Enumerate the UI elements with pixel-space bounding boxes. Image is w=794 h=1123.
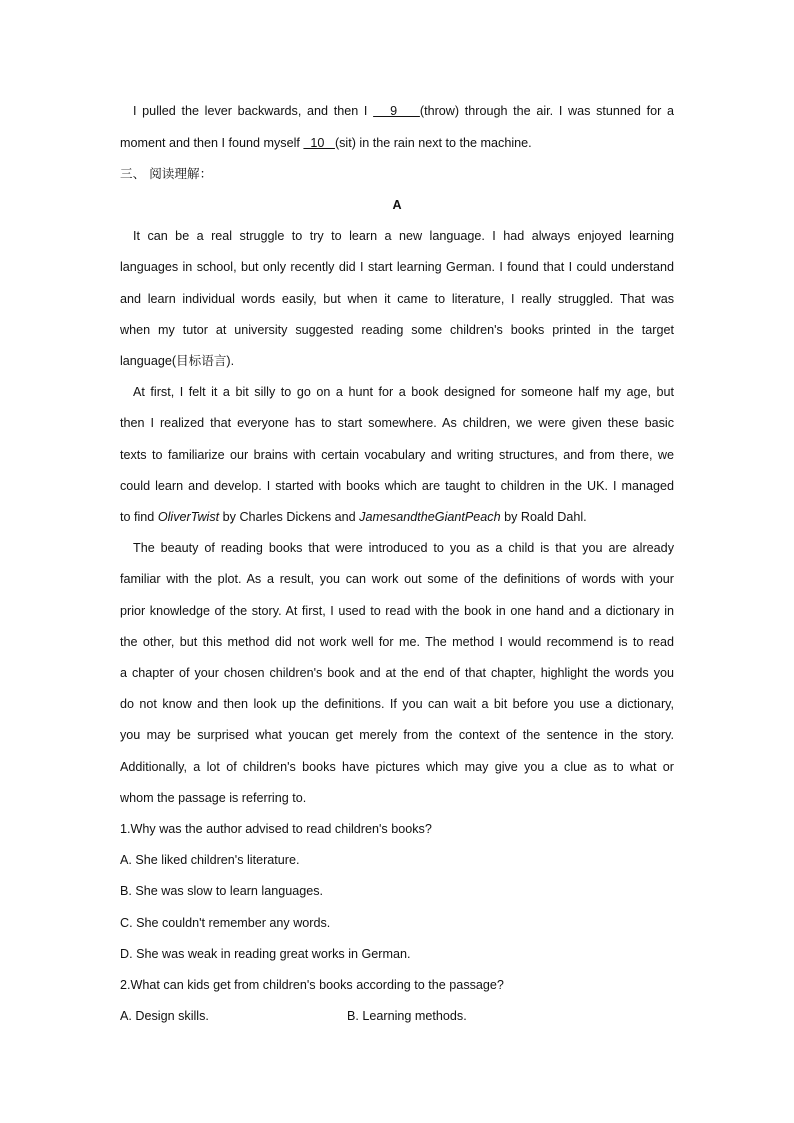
cloze-text: moment and then I found myself	[120, 136, 304, 150]
paragraph-text: by Roald Dahl.	[500, 510, 587, 524]
paragraph-text: by Charles Dickens and	[219, 510, 360, 524]
book-title: JamesandtheGiantPeach	[359, 510, 501, 524]
paragraph-text: ).	[226, 354, 235, 368]
paragraph-1-line: It can be a real struggle to try to learn a new language. I had always enjoyed learning	[133, 229, 674, 243]
option-a: A. Design skills.	[120, 1009, 209, 1023]
option-b: B. Learning methods.	[347, 1009, 467, 1023]
paragraph-3-line: The beauty of reading books that were introduced to you as a child is that you are already	[133, 541, 674, 555]
cloze-line-1	[133, 101, 674, 121]
section-heading: 三、 阅读理解：	[120, 166, 213, 181]
book-title: OliverTwist	[157, 510, 220, 524]
paragraph-2-line: At first, I felt it a bit silly to go on a hunt for a book designed for someone half my age, but	[133, 385, 674, 399]
paragraph-2-line: could learn and develop. I started with books which are taught to children in the UK. I managed	[120, 479, 674, 493]
paragraph-3-line: do not know and then look up the definitions. If you can wait a bit before you use a dictionary,	[120, 697, 674, 711]
paragraph-1-line: when my tutor at university suggested reading some children's books printed in the target	[120, 323, 674, 337]
options-row	[0, 1006, 794, 1026]
blank-9: 9	[373, 104, 420, 118]
question-1: 1.Why was the author advised to read children's books?	[120, 822, 432, 836]
paragraph-3-line: familiar with the plot. As a result, you can work out some of the definitions of words with your	[120, 572, 674, 586]
paragraph-text: language(	[120, 354, 177, 368]
cloze-line-2	[120, 133, 674, 153]
paragraph-1-line: languages in school, but only recently did I start learning German. I found that I could understand	[120, 260, 674, 274]
paragraph-3-line: a chapter of your chosen children's book and at the end of that chapter, highlight the words you	[120, 666, 674, 680]
option-b: B. She was slow to learn languages.	[120, 884, 324, 898]
paragraph-1-line: and learn individual words easily, but when it came to literature, I really struggled. That was	[120, 292, 674, 306]
paragraph-2-line: texts to familiarize our brains with certain vocabulary and writing structures, and from there, we	[120, 448, 674, 462]
question-2: 2.What can kids get from children's books according to the passage?	[120, 978, 504, 992]
paragraph-text: to find	[120, 510, 158, 524]
passage-label: A	[392, 198, 402, 212]
option-a: A. She liked children's literature.	[120, 853, 300, 867]
paragraph-1-last-line	[120, 351, 674, 371]
paragraph-gloss: 目标语言	[176, 353, 227, 368]
paragraph-3-line: you may be surprised what youcan get merely from the context of the sentence in the story.	[120, 728, 674, 742]
paragraph-3-line: Additionally, a lot of children's books have pictures which may give you a clue as to what or	[120, 760, 674, 774]
paragraph-2-last-line	[120, 507, 674, 527]
cloze-text: I pulled the lever backwards, and then I	[133, 104, 374, 118]
cloze-text: (throw) through the air. I was stunned for a	[419, 104, 674, 118]
blank-10: 10	[303, 136, 335, 150]
cloze-text: (sit) in the rain next to the machine.	[334, 136, 532, 150]
paragraph-3-line: the other, but this method did not work well for me. The method I would recommend is to read	[120, 635, 674, 649]
option-d: D. She was weak in reading great works in German.	[120, 947, 411, 961]
option-c: C. She couldn't remember any words.	[120, 916, 331, 930]
paragraph-2-line: then I realized that everyone has to start somewhere. As children, we were given these basic	[120, 416, 674, 430]
paragraph-3-last-line: whom the passage is referring to.	[120, 791, 307, 805]
paragraph-3-line: prior knowledge of the story. At first, I used to read with the book in one hand and a dictionary in	[120, 604, 674, 618]
